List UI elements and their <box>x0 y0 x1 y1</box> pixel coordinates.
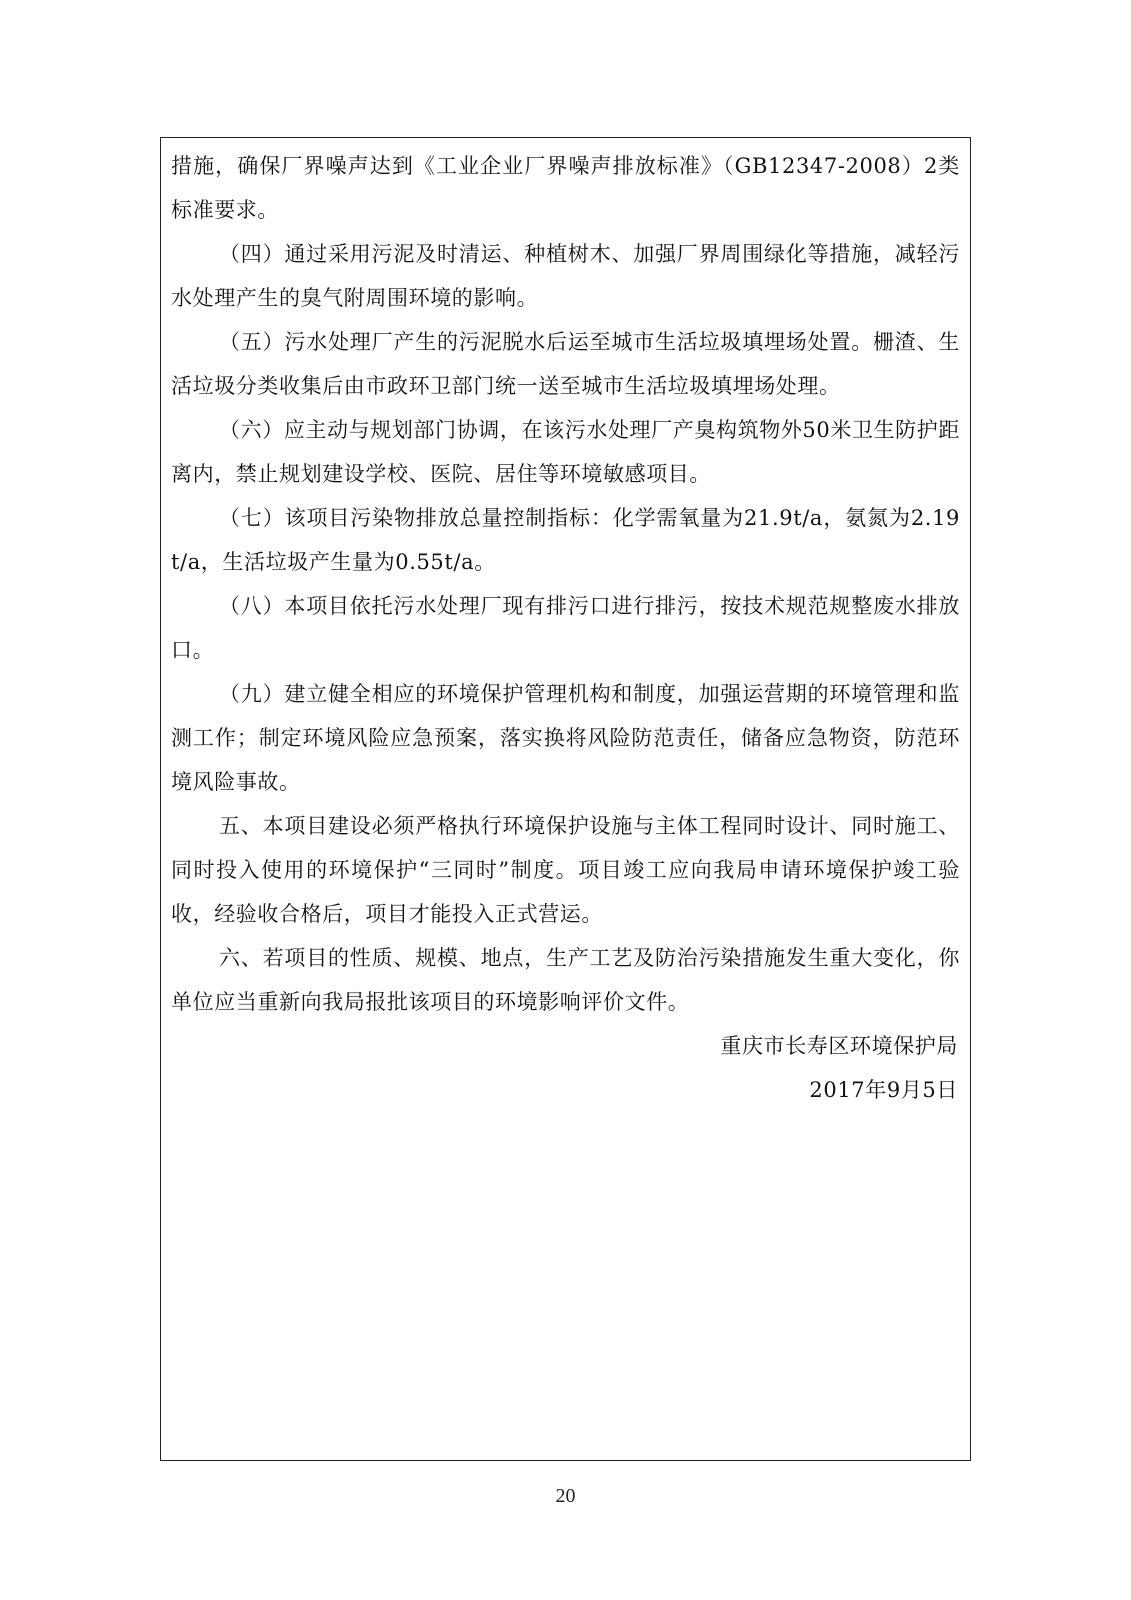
paragraph-item-5-sludge: （五）污水处理厂产生的污泥脱水后运至城市生活垃圾填埋场处置。栅渣、生活垃圾分类收集后由市政环卫部门统一送至城市生活垃圾填埋场处理。 <box>171 330 960 398</box>
paragraph-section-5-three-simultaneous: 五、本项目建设必须严格执行环境保护设施与主体工程同时设计、同时施工、同时投入使用的环境保护“三同时”制度。项目竣工应向我局申请环境保护竣工验收，经验收合格后，项目才能投入正式营运。 <box>171 814 960 926</box>
issuer-signature: 重庆市长寿区环境保护局 <box>720 1034 958 1058</box>
paragraph-item-6-protection-distance: （六）应主动与规划部门协调，在该污水处理厂产臭构筑物外50米卫生防护距离内，禁止规划建设学校、医院、居住等环境敏感项目。 <box>171 418 960 486</box>
paragraph-noise-standard: 措施，确保厂界噪声达到《工业企业厂界噪声排放标准》（GB12347-2008）2类标准要求。 <box>171 154 960 222</box>
page-number: 20 <box>555 1485 576 1507</box>
document-body <box>171 144 960 1112</box>
paragraph-item-8-outfall: （八）本项目依托污水处理厂现有排污口进行排污，按技术规范规整废水排放口。 <box>171 594 960 662</box>
paragraph-item-7-emission-limits: （七）该项目污染物排放总量控制指标：化学需氧量为21.9t/a，氨氮为2.19t/a，生活垃圾产生量为0.55t/a。 <box>171 506 960 574</box>
paragraph-item-9-management: （九）建立健全相应的环境保护管理机构和制度，加强运营期的环境管理和监测工作；制定环境风险应急预案，落实换将风险防范责任，储备应急物资，防范环境风险事故。 <box>171 682 960 794</box>
document-frame <box>160 137 971 1461</box>
paragraph-section-6-major-change: 六、若项目的性质、规模、地点，生产工艺及防治污染措施发生重大变化，你单位应当重新向我局报批该项目的环境影响评价文件。 <box>171 946 960 1014</box>
issue-date: 2017年9月5日 <box>809 1078 958 1102</box>
paragraph-item-4-odor: （四）通过采用污泥及时清运、种植树木、加强厂界周围绿化等措施，减轻污水处理产生的臭气附周围环境的影响。 <box>171 242 960 310</box>
